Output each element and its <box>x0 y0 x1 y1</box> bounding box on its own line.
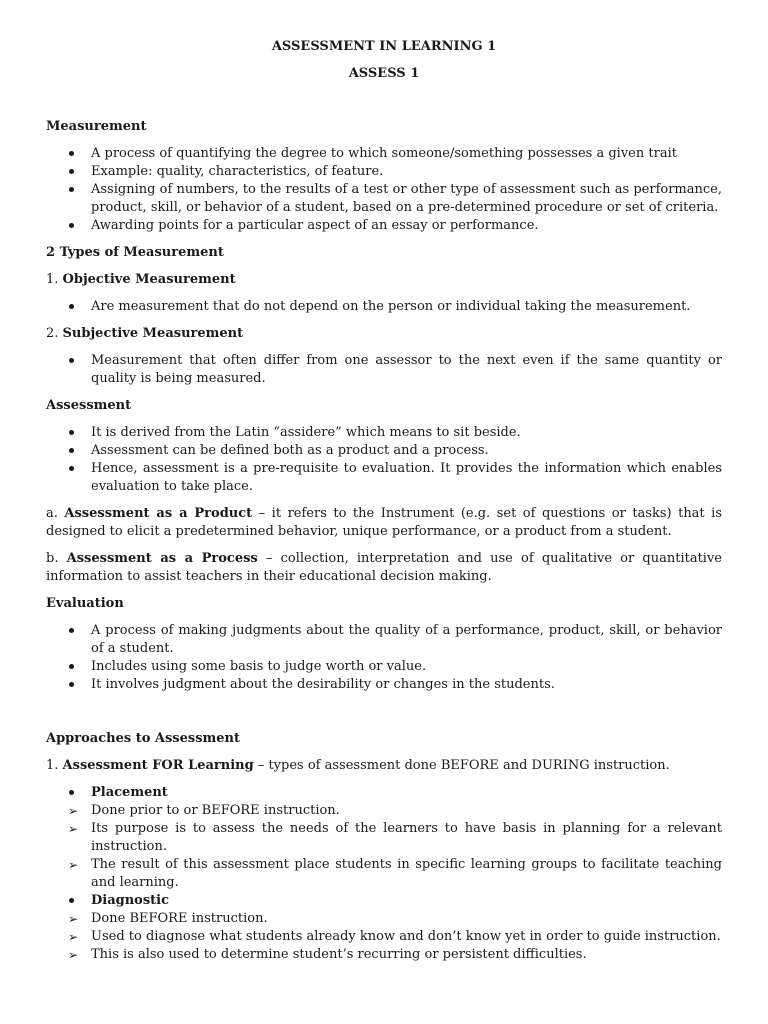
approaches-heading: Approaches to Assessment <box>46 731 241 746</box>
bullet-icon <box>69 790 74 795</box>
objective-heading: 1. Objective Measurement <box>46 272 236 287</box>
list-item: Hence, assessment is a pre-requisite to evaluation. It provides the information which enables evaluation to take place. <box>46 460 722 496</box>
list-item: ➢ The result of this assessment place students in specific learning groups to facilitate teaching and learning. <box>68 857 722 890</box>
placement-sublist <box>46 802 722 892</box>
list-item: Awarding points for a particular aspect of an essay or performance. <box>46 217 722 235</box>
measurement-list <box>46 145 722 235</box>
evaluation-list <box>46 622 722 694</box>
list-item: ➢ This is also used to determine student’s recurring or persistent difficulties. <box>68 947 587 962</box>
objective-list <box>46 298 722 316</box>
bullet-icon <box>69 448 74 453</box>
document-title: ASSESSMENT IN LEARNING 1 <box>271 39 497 54</box>
list-item: ➢ Used to diagnose what students already know and don’t know yet in order to guide instruction. <box>68 929 721 944</box>
subjective-heading: 2. Subjective Measurement <box>46 326 244 341</box>
bullet-icon <box>69 304 74 309</box>
assessment-list <box>46 424 722 496</box>
bullet-icon <box>69 682 74 687</box>
measurement-heading: Measurement <box>46 119 147 134</box>
document-subtitle: ASSESS 1 <box>348 66 420 81</box>
list-item: Assigning of numbers, to the results of a test or other type of assessment such as performance, product, skill, or behavior of a student, based on a pre-determined procedure or set of criteria. <box>46 181 722 217</box>
placement-label: Placement <box>91 785 168 800</box>
diagnostic-sublist <box>46 910 722 964</box>
list-item: ➢ Its purpose is to assess the needs of the learners to have basis in planning for a relevant instruction. <box>68 821 722 854</box>
list-item <box>46 892 722 910</box>
approaches-list <box>46 784 722 802</box>
list-item: Measurement that often differ from one assessor to the next even if the same quantity or quality is being measured. <box>46 352 722 388</box>
arrow-bullet-icon: ➢ <box>68 822 79 836</box>
arrow-bullet-icon: ➢ <box>68 930 79 944</box>
bullet-icon <box>69 187 74 192</box>
list-item: Example: quality, characteristics, of feature. <box>46 163 722 181</box>
evaluation-heading: Evaluation <box>46 596 124 611</box>
list-item: Includes using some basis to judge worth or value. <box>46 658 722 676</box>
bullet-icon <box>69 466 74 471</box>
arrow-bullet-icon: ➢ <box>68 912 79 926</box>
list-item: A process of making judgments about the quality of a performance, product, skill, or behavior of a student. <box>46 622 722 658</box>
diagnostic-label: Diagnostic <box>91 893 170 908</box>
bullet-icon <box>69 898 74 903</box>
document-page <box>46 38 722 964</box>
bullet-icon <box>69 628 74 633</box>
arrow-bullet-icon: ➢ <box>68 948 79 962</box>
arrow-bullet-icon: ➢ <box>68 804 79 818</box>
list-item: It involves judgment about the desirability or changes in the students. <box>46 676 722 694</box>
bullet-icon <box>69 151 74 156</box>
bullet-icon <box>69 430 74 435</box>
list-item: A process of quantifying the degree to which someone/something possesses a given trait <box>46 145 722 163</box>
assessment-product-paragraph: a. Assessment as a Product – it refers to the Instrument (e.g. set of questions or tasks) that is designed to elicit a predetermined behavior, unique performance, or a product from a student. <box>46 506 722 539</box>
assessment-process-paragraph: b. Assessment as a Process – collection, interpretation and use of qualitative or quantitative information to assist teachers in their educational decision making. <box>46 551 722 584</box>
bullet-icon <box>69 664 74 669</box>
subjective-list <box>46 352 722 388</box>
bullet-icon <box>69 358 74 363</box>
afl-paragraph: 1. Assessment FOR Learning – types of assessment done BEFORE and DURING instruction. <box>46 758 670 773</box>
arrow-bullet-icon: ➢ <box>68 858 79 872</box>
types-heading: 2 Types of Measurement <box>46 245 224 260</box>
list-item: ➢ Done BEFORE instruction. <box>68 911 268 926</box>
assessment-heading: Assessment <box>46 398 132 413</box>
list-item <box>46 784 722 802</box>
list-item: Are measurement that do not depend on the person or individual taking the measurement. <box>46 298 722 316</box>
list-item: Assessment can be defined both as a product and a process. <box>46 442 722 460</box>
approaches-list-2 <box>46 892 722 910</box>
bullet-icon <box>69 169 74 174</box>
bullet-icon <box>69 223 74 228</box>
list-item: ➢ Done prior to or BEFORE instruction. <box>68 803 340 818</box>
list-item: It is derived from the Latin “assidere” which means to sit beside. <box>46 424 722 442</box>
